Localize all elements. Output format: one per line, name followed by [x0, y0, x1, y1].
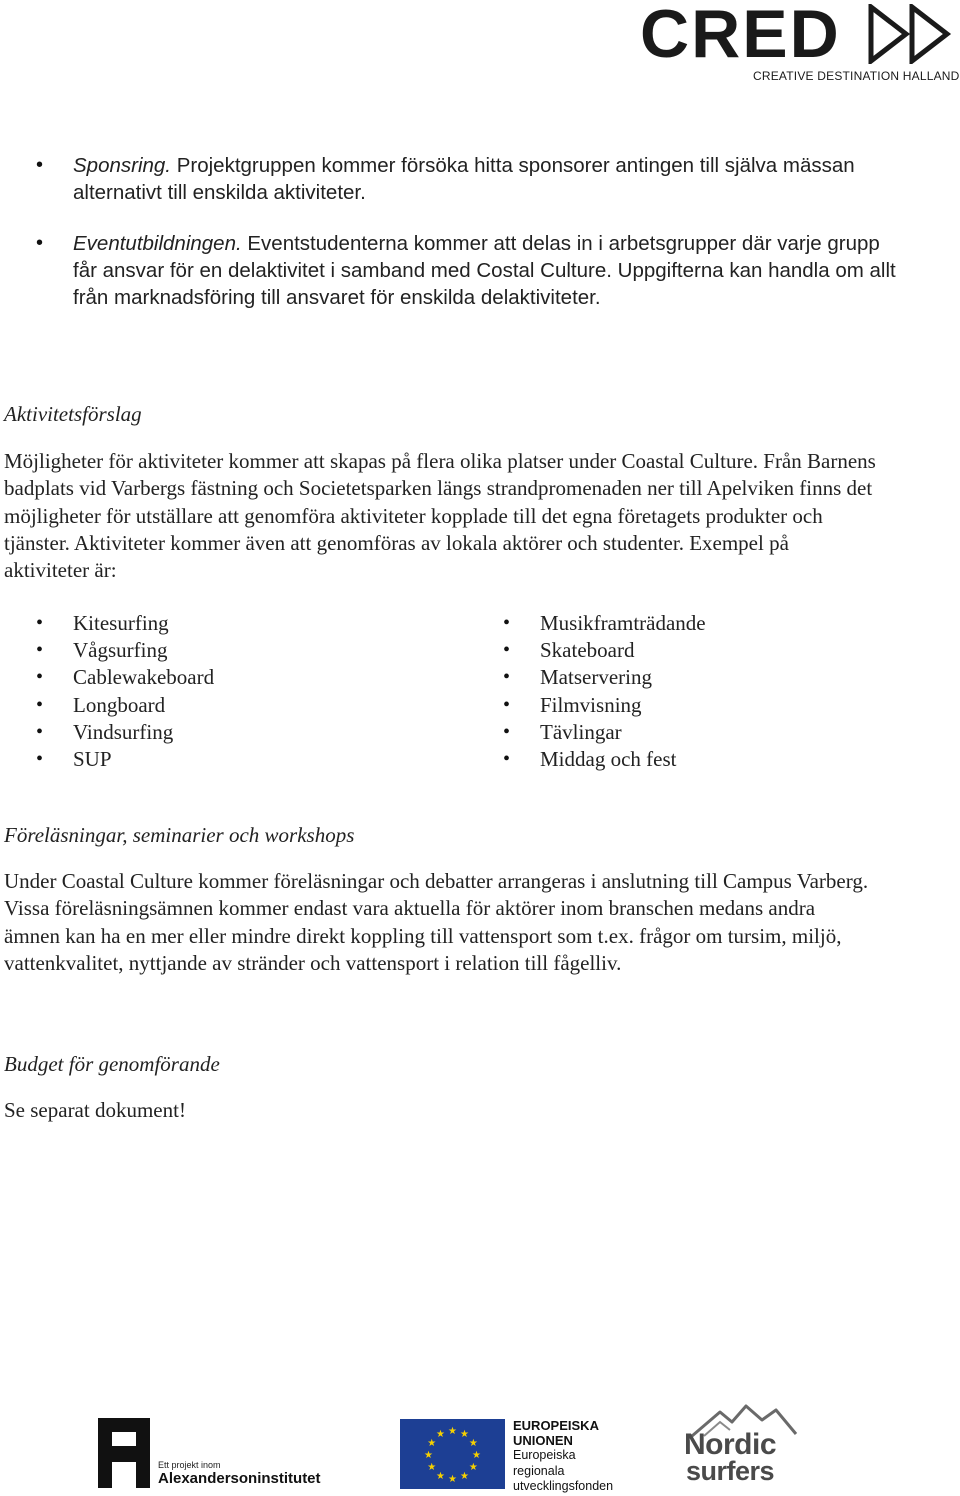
- bullet-icon: •: [503, 639, 511, 662]
- svg-text:★: ★: [448, 1474, 457, 1485]
- list-item: [0, 152, 900, 206]
- bullet-icon: •: [36, 666, 44, 689]
- svg-text:★: ★: [460, 1470, 469, 1482]
- bullet-icon: •: [503, 666, 511, 689]
- top-bullet-list: [0, 152, 900, 335]
- svg-text:★: ★: [427, 1462, 437, 1473]
- list-item: [0, 610, 214, 637]
- eu-line: UNIONEN: [513, 1433, 573, 1449]
- bullet-icon: •: [36, 612, 44, 634]
- list-item-label: Cablewakeboard: [73, 665, 215, 690]
- double-play-arrows-icon: [868, 4, 960, 64]
- svg-text:★: ★: [424, 1450, 433, 1461]
- list-item: [467, 637, 706, 664]
- list-item: [467, 746, 706, 773]
- lectures-paragraph: Under Coastal Culture kommer föreläsningar och debatter arrangeras i anslutning till Campus Varberg. Vissa föreläsningsämnen kommer endast vara aktuella för aktörer inom branschen medans andra ämnen kan ha en mer eller mindre direkt koppling till vattensport som t.ex. frågor om tursim, miljö, vattenkvalitet, nyttjande av stränder och vattensport i relation till fågelliv.: [4, 869, 869, 975]
- list-item-label: Longboard: [73, 692, 166, 717]
- activities-right-column: [467, 610, 706, 773]
- list-item: [467, 692, 706, 719]
- list-item: [467, 610, 706, 637]
- list-item-label: Vågsurfing: [73, 638, 168, 663]
- list-item-label: Vindsurfing: [73, 719, 174, 744]
- budget-text: Se separat dokument!: [4, 1098, 186, 1122]
- list-item: [0, 692, 214, 719]
- nordic-surfers-word-1: Nordic: [684, 1428, 777, 1461]
- svg-text:★: ★: [427, 1438, 437, 1449]
- list-item-label: Filmvisning: [540, 692, 642, 717]
- list-item-lead: Eventutbildningen.: [73, 232, 242, 255]
- cred-logo: [640, 0, 960, 88]
- bullet-icon: •: [36, 693, 44, 716]
- activities-paragraph: Möjligheter för aktiviteter kommer att skapas på flera olika platser under Coastal Culture. Från Barnens badplats vid Varbergs fästning och Societetsparken längs strandpromenaden ner till Apelviken finns det möjligheter för utställare att genomföra aktiviteter kopplade till det egna företagets produkter och tjänster. Aktiviteter kommer även att genomföras av lokala aktörer och studenter. Exempel på aktiviteter är:: [4, 449, 876, 583]
- eu-text: [513, 1418, 613, 1494]
- svg-text:★: ★: [436, 1470, 445, 1482]
- eu-flag-icon: [400, 1419, 505, 1489]
- svg-text:★: ★: [460, 1429, 469, 1441]
- list-item-label: Kitesurfing: [73, 611, 169, 635]
- bullet-icon: •: [36, 232, 44, 254]
- alexanderson-name: Alexandersoninstitutet: [158, 1470, 321, 1487]
- cred-logo-subtitle: CREATIVE DESTINATION HALLAND: [753, 69, 960, 83]
- section-heading-lectures: Föreläsningar, seminarier och workshops: [4, 823, 355, 847]
- list-item: [467, 664, 706, 691]
- bullet-icon: •: [36, 639, 44, 662]
- list-item-label: Musikframträdande: [540, 611, 706, 635]
- bullet-icon: •: [36, 154, 44, 176]
- list-item-label: Middag och fest: [540, 747, 677, 772]
- eu-line: EUROPEISKA: [513, 1418, 599, 1433]
- list-item: [0, 719, 214, 746]
- cred-logo-word: CRED: [640, 0, 841, 72]
- section-heading-budget: Budget för genomförande: [4, 1052, 220, 1076]
- svg-text:★: ★: [448, 1426, 457, 1437]
- bullet-icon: •: [503, 693, 511, 716]
- bullet-icon: •: [503, 612, 511, 634]
- eu-logo: [400, 1418, 640, 1493]
- alexanderson-a-mark-icon: [98, 1418, 150, 1488]
- svg-text:★: ★: [472, 1450, 481, 1461]
- svg-text:★: ★: [468, 1438, 478, 1449]
- list-item: [0, 664, 214, 691]
- bullet-icon: •: [36, 720, 44, 743]
- list-item-text: Projektgruppen kommer försöka hitta sponsorer antingen till själva mässan alternativt till enskilda aktiviteter.: [73, 154, 855, 204]
- bullet-icon: •: [503, 748, 511, 771]
- section-heading-activities: Aktivitetsförslag: [4, 402, 142, 426]
- list-item-label: Skateboard: [540, 638, 635, 663]
- list-item-lead: Sponsring.: [73, 154, 172, 177]
- nordic-surfers-word-2: surfers: [686, 1456, 775, 1486]
- svg-text:★: ★: [436, 1429, 445, 1441]
- list-item-label: SUP: [73, 747, 112, 772]
- nordic-surfers-logo: [684, 1400, 800, 1490]
- list-item-label: Tävlingar: [540, 719, 622, 744]
- eu-line: utvecklingsfonden: [513, 1478, 614, 1493]
- eu-line: Europeiska: [513, 1448, 576, 1463]
- alexandersoninstitutet-logo: [98, 1418, 358, 1490]
- list-item-label: Matservering: [540, 665, 652, 690]
- eu-line: regionala: [513, 1463, 565, 1478]
- list-item: [0, 746, 214, 773]
- bullet-icon: •: [36, 748, 44, 771]
- list-item: [467, 719, 706, 746]
- bullet-icon: •: [503, 720, 511, 743]
- svg-text:★: ★: [468, 1462, 478, 1473]
- list-item: [0, 637, 214, 664]
- list-item-text: Eventstudenterna kommer att delas in i arbetsgrupper där varje grupp får ansvar för en delaktivitet i samband med Costal Culture. Uppgifterna kan handla om allt från marknadsföring till ansvaret för enskilda delaktiviteter.: [73, 232, 896, 309]
- activities-left-column: [0, 610, 214, 773]
- alexanderson-tagline: Ett projekt inom: [158, 1460, 221, 1470]
- list-item: [0, 230, 900, 311]
